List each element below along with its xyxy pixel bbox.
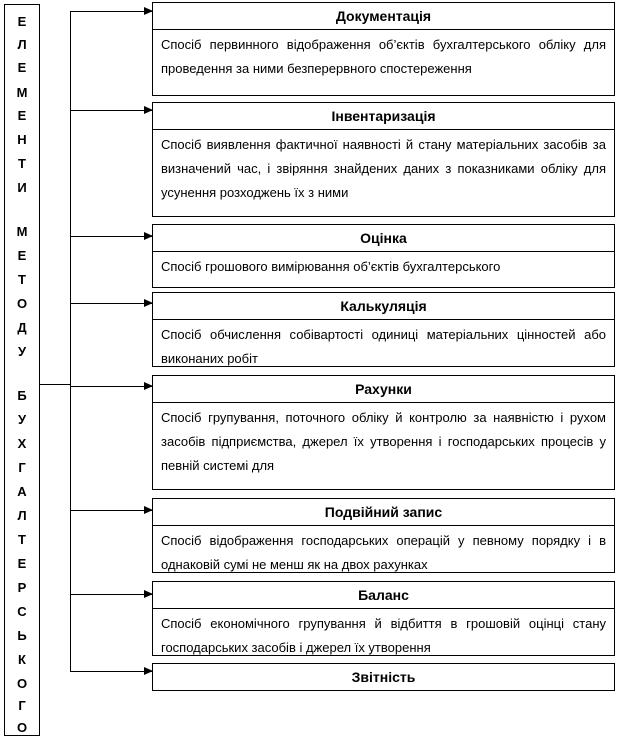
left-label-letter: Е [17,108,27,123]
left-label-letter: Т [18,272,26,287]
arrow-valuation [70,236,152,237]
left-label-letter: Т [18,532,26,547]
left-label-letter: И [17,180,27,195]
block-accounts [152,375,615,490]
left-label-letter: Г [18,698,26,713]
left-label-letter: Г [18,460,26,475]
block-documentation [152,2,615,96]
block-description: Спосіб відображення господарських операцій у певному порядку і в однаковій сумі не менш як на двох рахунках [152,526,615,573]
block-title: Інвентаризація [152,102,615,130]
block-description: Спосіб грошового вимірювання об’єктів бухгалтерського [152,252,615,288]
left-label-letter: Е [17,556,27,571]
left-label-letter: Б [17,388,27,403]
block-description: Спосіб первинного відображення об’єктів бухгалтерського обліку для проведення за ними безперервного спостереження [152,30,615,96]
left-label-letter: Д [17,320,27,335]
left-label-letter: У [17,412,27,427]
left-label-letter: Х [17,436,27,451]
left-label-letter: К [18,652,26,667]
arrow-accounts [70,386,152,387]
left-label-letter: М [16,85,28,100]
left-label-box [4,4,40,736]
block-balance [152,581,615,656]
left-label-letter: Е [17,60,27,75]
block-description: Спосіб обчислення собівартості одиниці матеріальних цінностей або виконаних робіт [152,320,615,367]
left-label-letter: О [16,296,28,311]
left-label-letter: О [16,720,28,735]
left-label-letter: М [16,224,28,239]
connector-stub [40,384,70,385]
arrow-costing [70,303,152,304]
left-label-letter: Л [17,37,27,52]
left-label-letter: У [17,344,27,359]
block-title: Рахунки [152,375,615,403]
arrow-balance [70,594,152,595]
block-title: Оцінка [152,224,615,252]
block-inventory [152,102,615,217]
left-label-letter: Р [17,580,27,595]
left-label-letter: Л [17,508,27,523]
left-label-letter: Е [17,248,27,263]
left-label-letter: Ь [17,628,27,643]
left-label-letter: Н [17,132,27,147]
block-description: Спосіб економічного групування й відбиття в грошовій оцінці стану господарських засобів і джерел їх утворення [152,609,615,656]
left-label-letter: О [16,676,28,691]
arrow-double-entry [70,510,152,511]
block-title: Подвійний запис [152,498,615,526]
block-costing [152,292,615,367]
block-description: Спосіб групування, поточного обліку й контролю за наявністю і рухом засобів підприємства, джерел їх утворення і господарських процесів у певній системі для [152,403,615,490]
arrow-documentation [70,11,152,12]
left-label-letter: С [17,604,27,619]
arrow-reporting [70,671,152,672]
block-description: Спосіб виявлення фактичної наявності й стану матеріальних засобів за визначений час, і звіряння знайдених даних з показниками обліку для усунення розходжень їх з ними [152,130,615,217]
arrow-inventory [70,110,152,111]
block-valuation [152,224,615,288]
left-label-letter: Т [18,156,26,171]
left-label-letter: А [17,484,27,499]
block-double-entry [152,498,615,573]
block-reporting [152,663,615,691]
block-title: Баланс [152,581,615,609]
left-label-letter: Е [17,14,27,29]
block-title: Калькуляція [152,292,615,320]
block-title: Звітність [152,663,615,691]
block-title: Документація [152,2,615,30]
